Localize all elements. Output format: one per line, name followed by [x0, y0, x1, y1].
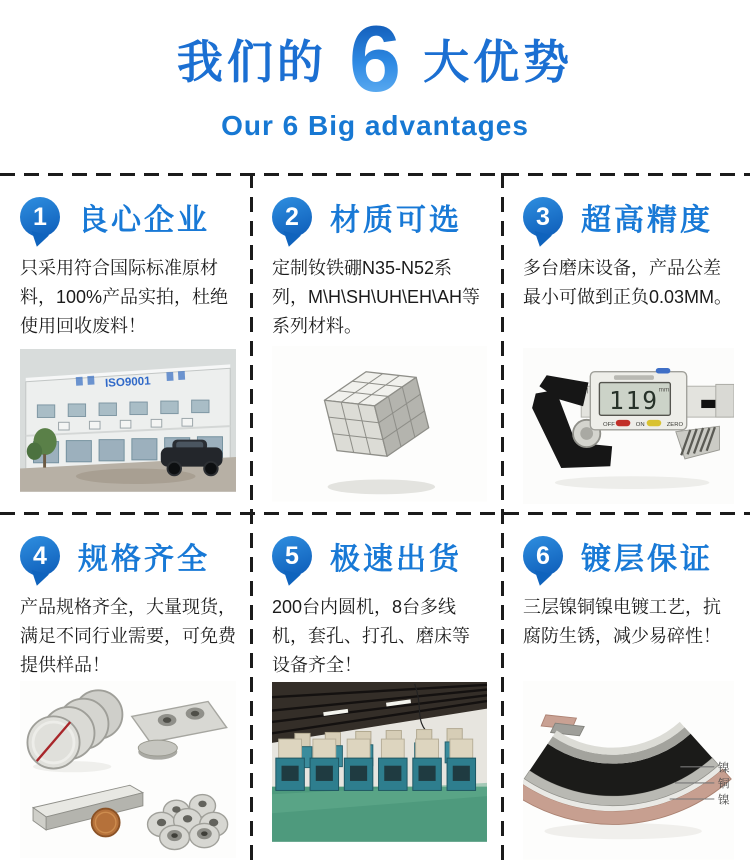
advantage-card-2: [252, 173, 503, 512]
number-pin-icon: [20, 197, 60, 237]
card-head: [272, 195, 487, 239]
advantage-description: 多台磨床设备，产品公差最小可做到正负0.03MM。: [523, 258, 733, 308]
digital-caliper-photo: [523, 348, 734, 504]
advantage-title: 材质可选: [330, 204, 462, 237]
advantage-description: 定制钕铁硼N35-N52系列，M\H\SH\UH\EH\AH等系列材料。: [272, 258, 481, 337]
advantage-description: 三层镍铜镍电镀工艺，抗腐防生锈，减少易碎性！: [523, 597, 721, 647]
title-number: 6: [348, 6, 402, 111]
advantage-card-1: [0, 173, 252, 512]
card-head: [272, 534, 487, 578]
red-button: [616, 419, 631, 425]
magnet-products-photo: [20, 681, 236, 858]
coating-label-copper: 铜: [717, 777, 730, 791]
badge-number: 3: [536, 202, 550, 231]
page-subtitle: Our 6 Big advantages: [221, 110, 529, 142]
title-suffix: 大优势: [423, 36, 574, 89]
advantage-description: 只采用符合国际标准原材料，100%产品实拍，杜绝使用回收废料！: [20, 258, 229, 337]
badge-number: 2: [285, 202, 299, 231]
badge-number: 6: [536, 541, 550, 570]
yellow-button: [647, 419, 662, 425]
title-prefix: 我们的: [176, 36, 327, 89]
badge-number: 5: [285, 541, 299, 570]
advantage-title: 镀层保证: [581, 543, 713, 576]
banner-header: [0, 0, 750, 173]
advantage-title: 规格齐全: [78, 543, 210, 576]
card-head: [523, 534, 734, 578]
coating-diagram: [523, 681, 734, 860]
advantage-description: 产品规格齐全，大量现货，满足不同行业需要，可免费提供样品！: [20, 597, 236, 676]
number-pin-icon: [20, 536, 60, 576]
number-pin-icon: [523, 536, 563, 576]
card-head: [20, 534, 236, 578]
coating-label-nickel-2: 镍: [717, 793, 730, 807]
badge-number: 4: [33, 541, 47, 570]
coating-label-nickel-1: 镍: [717, 761, 730, 775]
workshop-photo: [272, 682, 487, 842]
off-button-label: OFF: [603, 421, 615, 428]
on-button-label: ON: [635, 421, 645, 428]
caliper-unit: mm: [658, 386, 670, 394]
badge-number: 1: [33, 202, 47, 231]
advantages-grid: [0, 173, 750, 868]
advantage-description: 200台内圆机，8台多线机，套孔、打孔、磨床等设备齐全！: [272, 597, 470, 676]
factory-photo: [20, 349, 236, 492]
advantage-title: 超高精度: [581, 204, 713, 237]
advantage-card-4: [0, 512, 252, 868]
zero-button-label: ZERO: [666, 421, 684, 428]
magnet-cube-photo: [272, 346, 487, 502]
number-pin-icon: [272, 536, 312, 576]
advantage-title: 极速出货: [330, 543, 462, 576]
card-head: [20, 195, 236, 239]
advantage-title: 良心企业: [78, 204, 210, 237]
advantage-card-3: [503, 173, 750, 512]
number-pin-icon: [523, 197, 563, 237]
page-title: [176, 6, 574, 111]
advantage-card-6: [503, 512, 750, 868]
number-pin-icon: [272, 197, 312, 237]
caliper-reading: 119: [609, 385, 659, 415]
factory-sign-text: ISO9001: [104, 375, 151, 391]
advantage-card-5: [252, 512, 503, 868]
card-head: [523, 195, 734, 239]
